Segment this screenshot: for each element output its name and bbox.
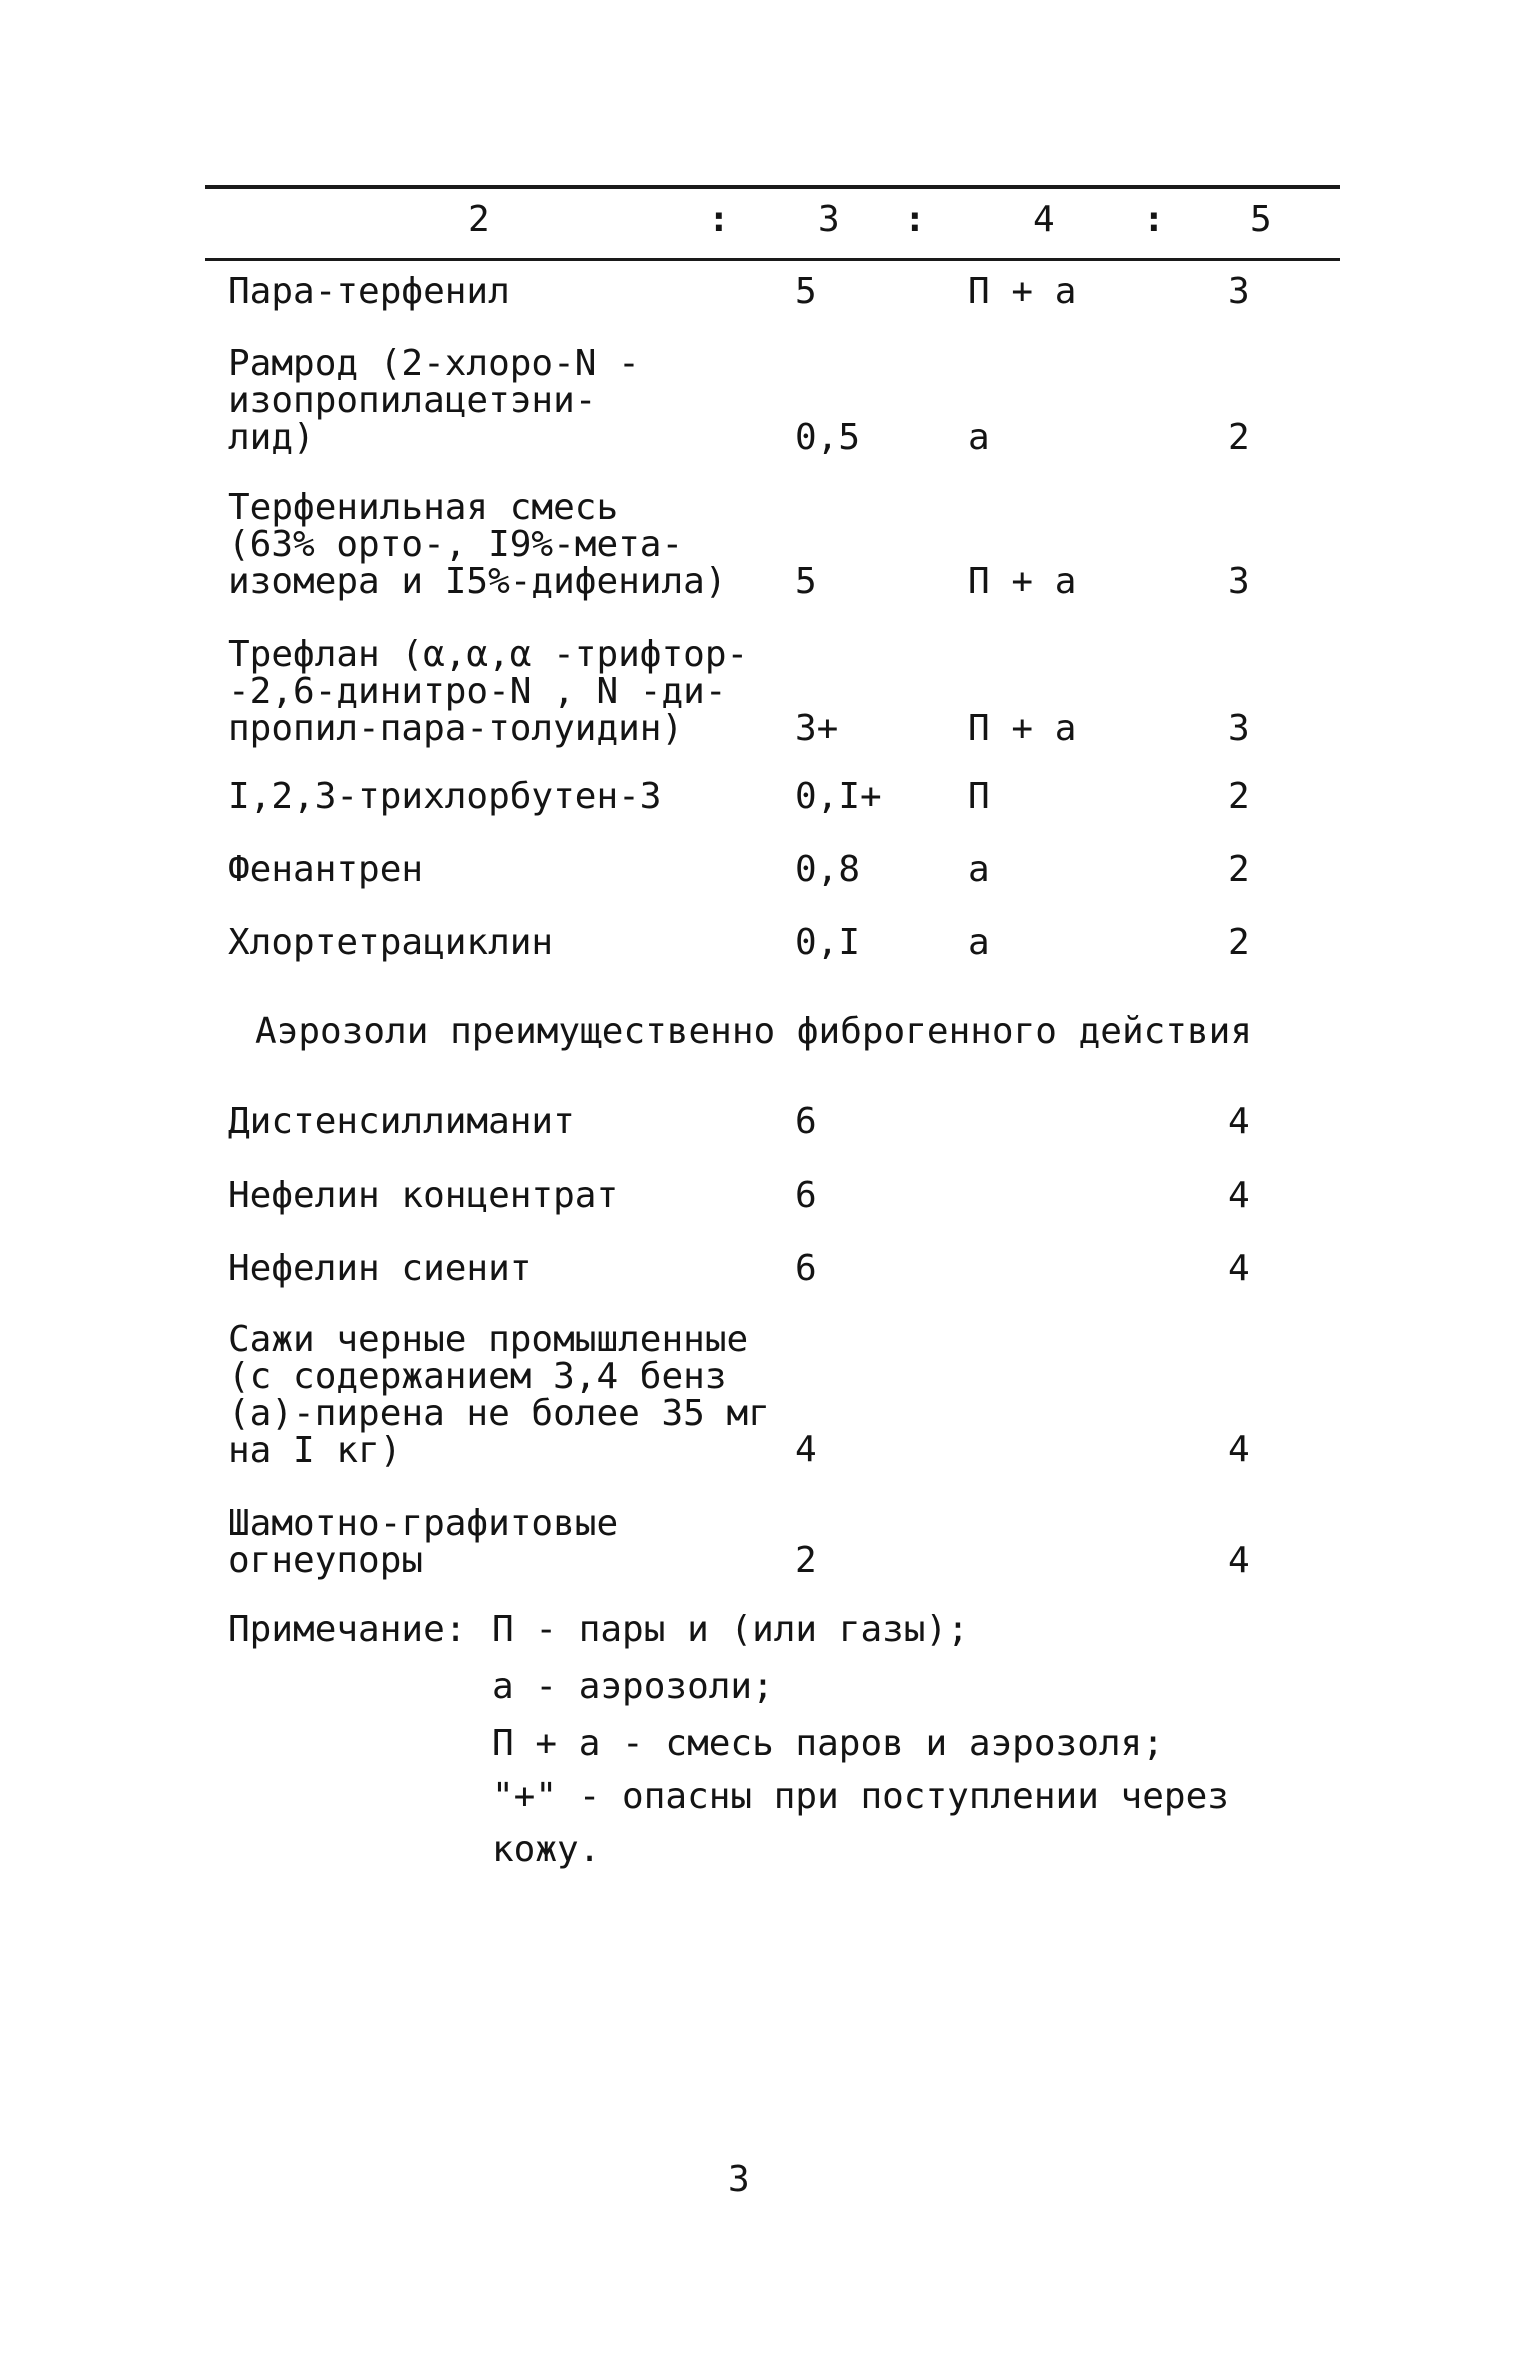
value-col-4: а	[968, 922, 990, 963]
value-col-5: 4	[1228, 1101, 1250, 1142]
note-label: Примечание:	[228, 1609, 467, 1650]
substance-name: Хлортетрациклин	[228, 922, 554, 963]
value-col-5: 2	[1228, 849, 1250, 890]
substance-name: Терфенильная смесь (63% орто-, I9%-мета- изомера и I5%-дифенила)	[228, 487, 727, 602]
value-col-5: 4	[1228, 1429, 1250, 1470]
value-col-5: 4	[1228, 1540, 1250, 1581]
substance-name: Нефелин концентрат	[228, 1175, 619, 1216]
header-col-3: 3	[818, 199, 840, 240]
note-line: П + а - смесь паров и аэрозоля;	[492, 1723, 1164, 1764]
value-col-5: 2	[1228, 776, 1250, 817]
value-col-5: 3	[1228, 271, 1250, 312]
section-title: Аэрозоли преимущественно фиброгенного действия	[255, 1011, 1252, 1052]
header-col-4: 4	[1033, 199, 1055, 240]
value-col-3: 6	[795, 1248, 817, 1289]
value-col-5: 2	[1228, 417, 1250, 458]
value-col-3: 3+	[795, 708, 839, 749]
substance-name: Рамрод (2-хлоро-N - изопропилацетэни- лид)	[228, 343, 640, 458]
value-col-4: П + а	[968, 708, 1077, 749]
substance-name: I,2,3-трихлорбутен-3	[228, 776, 662, 817]
substance-name: Трефлан (α,α,α -трифтор- -2,6-динитро-N , N -ди- пропил-пара-толуидин)	[228, 634, 749, 749]
header-separator: :	[708, 199, 730, 240]
value-col-3: 0,I+	[795, 776, 882, 817]
note-line: П - пары и (или газы);	[492, 1609, 969, 1650]
value-col-3: 5	[795, 271, 817, 312]
substance-name: Нефелин сиенит	[228, 1248, 532, 1289]
page-number: 3	[728, 2159, 750, 2200]
value-col-5: 3	[1228, 708, 1250, 749]
value-col-4: П	[968, 776, 990, 817]
header-separator: :	[904, 199, 926, 240]
value-col-3: 0,8	[795, 849, 861, 890]
note-line: а - аэрозоли;	[492, 1666, 774, 1707]
substance-name: Дистенсиллиманит	[228, 1101, 575, 1142]
value-col-3: 0,I	[795, 922, 861, 963]
value-col-3: 6	[795, 1175, 817, 1216]
value-col-5: 4	[1228, 1248, 1250, 1289]
value-col-4: а	[968, 417, 990, 458]
value-col-3: 4	[795, 1429, 817, 1470]
substance-name: Сажи черные промышленные (с содержанием 3,4 бенз (а)-пирена не более 35 мг на I кг)	[228, 1319, 770, 1471]
note-line: кожу.	[492, 1829, 601, 1870]
value-col-3: 6	[795, 1101, 817, 1142]
header-col-5: 5	[1250, 199, 1272, 240]
value-col-5: 2	[1228, 922, 1250, 963]
value-col-4: П + а	[968, 561, 1077, 602]
header-col-2: 2	[468, 199, 490, 240]
substance-name: Фенантрен	[228, 849, 424, 890]
header-separator: :	[1143, 199, 1165, 240]
substance-name: Пара-терфенил	[228, 271, 510, 312]
value-col-5: 3	[1228, 561, 1250, 602]
table-top-rule	[205, 185, 1340, 189]
note-line: "+" - опасны при поступлении через	[492, 1776, 1229, 1817]
table-header-rule	[205, 258, 1340, 261]
value-col-3: 0,5	[795, 417, 861, 458]
substance-name: Шамотно-графитовые огнеупоры	[228, 1503, 619, 1581]
value-col-5: 4	[1228, 1175, 1250, 1216]
value-col-4: П + а	[968, 271, 1077, 312]
value-col-3: 5	[795, 561, 817, 602]
value-col-4: а	[968, 849, 990, 890]
value-col-3: 2	[795, 1540, 817, 1581]
